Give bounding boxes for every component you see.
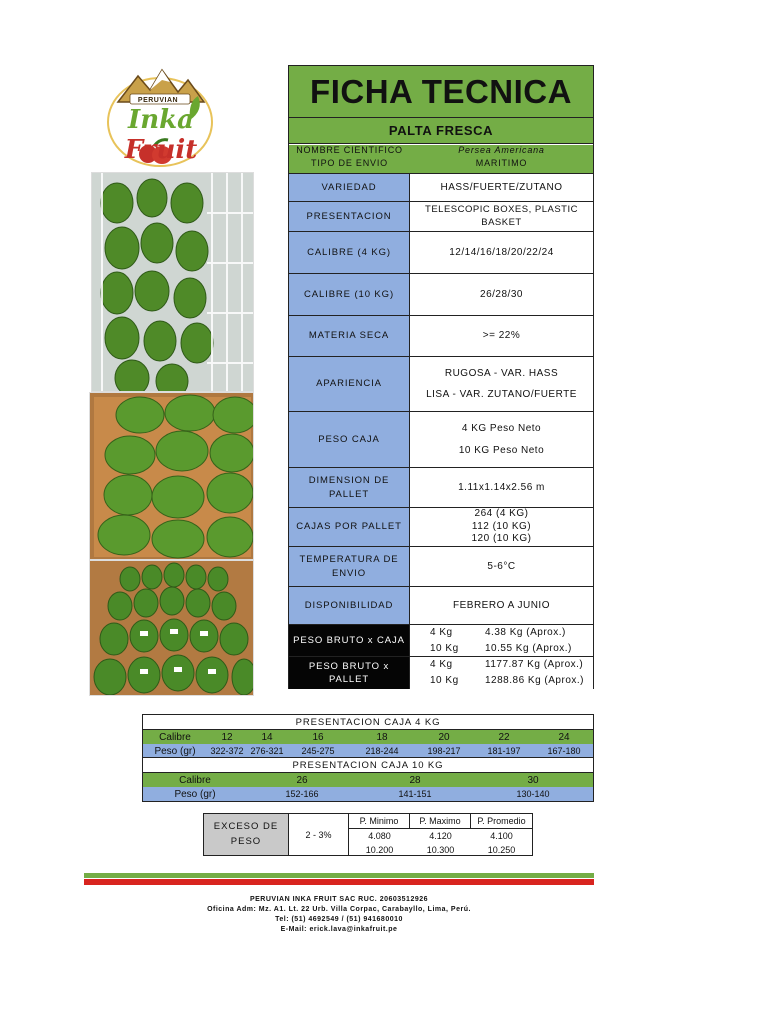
spec-value: >= 22% (410, 316, 593, 356)
spec-row-cajas-pallet (289, 507, 593, 546)
spec-label: TEMPERATURA DE ENVIO (289, 547, 410, 586)
footer-contact (84, 895, 594, 936)
spec-label: PRESENTACION (289, 202, 410, 231)
caja-10kg-calibre-row (143, 773, 593, 787)
spec-row-temperatura (289, 546, 593, 586)
avocado-box-photo (89, 392, 254, 560)
spec-label: CAJAS POR PALLET (289, 508, 410, 546)
peso-cell: 152-166 (285, 789, 319, 799)
spec-label: MATERIA SECA (289, 316, 410, 356)
spec-row-dimension-pallet (289, 467, 593, 507)
spec-row-calibre-10kg (289, 273, 593, 315)
spec-row-presentacion (289, 201, 593, 231)
peso-cell: 245-275 (301, 746, 335, 756)
calibre-cell: 24 (558, 731, 570, 743)
shipping-type-row (289, 158, 593, 173)
spec-value: 1.11x1.14x2.56 m (410, 468, 593, 507)
exceso-cell: 10.200 (365, 845, 394, 855)
exceso-label: EXCESO DE PESO (204, 814, 289, 855)
spec-label: PESO BRUTO x CAJA (289, 625, 410, 656)
weight-key: 4 Kg (430, 627, 453, 638)
exceso-cell: 4.080 (368, 831, 391, 841)
spec-value-line: 4 KG Peso Neto (461, 423, 542, 434)
product-subtitle: PALTA FRESCA (289, 118, 593, 144)
footer-company: PERUVIAN INKA FRUIT SAC RUC. 20603512926 (249, 896, 429, 903)
peso-cell: 141-151 (398, 789, 432, 799)
spec-label: DIMENSION DE PALLET (289, 468, 410, 507)
logo-brand-text (95, 105, 227, 165)
calibre-cell: 30 (527, 774, 539, 786)
exceso-cell: 10.250 (487, 845, 516, 855)
spec-value-line: 264 (4 KG) (474, 508, 529, 520)
avocado-box-image (90, 393, 254, 560)
spec-value-line: RUGOSA - VAR. HASS (444, 367, 559, 379)
exceso-grid (349, 814, 532, 855)
logo-inka-word: Inka (128, 105, 194, 135)
footer-phone: Tel: (51) 4692549 / (51) 941680010 (275, 916, 403, 924)
weight-value: 1288.86 Kg (Aprox.) (485, 675, 584, 687)
spec-label: VARIEDAD (289, 174, 410, 201)
spec-label: DISPONIBILIDAD (289, 587, 410, 624)
scientific-name-value: Persea Americana (458, 145, 545, 155)
caja-10kg-title: PRESENTACION CAJA 10 KG (143, 758, 593, 773)
avocado-basket-photo (91, 172, 254, 392)
spec-value: 26/28/30 (410, 274, 593, 315)
avocado-basket-image (92, 173, 254, 392)
peso-label: Peso (gr) (154, 745, 196, 757)
weight-key: 10 Kg (430, 642, 459, 654)
peso-cell: 276-321 (250, 746, 284, 756)
peso-cell: 130-140 (516, 789, 550, 799)
spec-value: 12/14/16/18/20/22/24 (410, 232, 593, 273)
peso-cell: 167-180 (547, 746, 581, 756)
logo-fruit-word: Fruit (124, 135, 198, 165)
spec-value (410, 412, 593, 467)
exceso-peso-table (203, 813, 533, 856)
weight-line (410, 658, 593, 672)
spec-value (410, 625, 593, 656)
weight-value: 10.55 Kg (Aprox.) (485, 642, 572, 654)
avocado-packed-photo (89, 560, 254, 696)
spec-value-line: 10 KG Peso Neto (458, 444, 545, 456)
spec-row-peso-bruto-caja (289, 624, 593, 656)
calibre-cell: 20 (438, 731, 450, 743)
spec-value (410, 657, 593, 689)
spec-label: APARIENCIA (289, 357, 410, 411)
calibre-cell: 26 (296, 774, 308, 786)
weight-line (410, 626, 593, 640)
peso-cell: 181-197 (487, 746, 521, 756)
spec-row-materia-seca (289, 315, 593, 356)
peso-cell: 322-372 (210, 746, 244, 756)
caja-10kg-peso-row (143, 787, 593, 801)
spec-row-peso-caja (289, 411, 593, 467)
footer-email[interactable]: E-Mail: erick.lava@inkafruit.pe (280, 926, 398, 934)
spec-value-line: LISA - VAR. ZUTANO/FUERTE (426, 388, 577, 400)
spec-value (410, 357, 593, 411)
spec-value: FEBRERO A JUNIO (410, 587, 593, 624)
weight-key: 4 Kg (430, 659, 453, 671)
spec-label: CALIBRE (4 KG) (289, 232, 410, 273)
avocado-packed-image (90, 561, 254, 696)
exceso-cell: 4.120 (429, 831, 452, 841)
caja-4kg-calibre-row (143, 730, 593, 744)
calibre-cell: 18 (376, 731, 388, 743)
scientific-name-row (289, 145, 593, 158)
exceso-cell: 10.300 (426, 845, 455, 855)
calibre-cell: 28 (409, 774, 421, 786)
spec-row-calibre-4kg (289, 231, 593, 273)
spec-value: TELESCOPIC BOXES, PLASTIC BASKET (410, 202, 593, 231)
calibre-cell: 22 (498, 731, 510, 743)
calibre-cell: 16 (312, 731, 324, 743)
caja-4kg-peso-row (143, 744, 593, 758)
spec-row-variedad (289, 173, 593, 201)
exceso-header: P. Maximo (410, 814, 471, 829)
calibre-cell: 12 (221, 731, 233, 743)
spec-row-peso-bruto-pallet (289, 656, 593, 689)
spec-value (410, 508, 593, 546)
footer-green-bar (84, 873, 594, 878)
weight-value: 4.38 Kg (Aprox.) (485, 627, 566, 638)
shipping-type-label: TIPO DE ENVIO (311, 158, 388, 168)
exceso-cell: 4.100 (490, 831, 513, 841)
calibre-label: Calibre (159, 731, 191, 743)
footer-address: Oficina Adm: Mz. A1. Lt. 22 Urb. Villa Corpac, Carabayllo, Lima, Perú. (207, 906, 471, 914)
exceso-percent: 2 - 3% (289, 814, 349, 855)
spec-label: CALIBRE (10 KG) (289, 274, 410, 315)
weight-value: 1177.87 Kg (Aprox.) (485, 659, 584, 671)
logo-peruvian-text: PERUVIAN (137, 97, 179, 104)
weight-line (410, 674, 593, 688)
spec-label: PESO BRUTO x PALLET (289, 657, 410, 689)
sheet-title: FICHA TECNICA (289, 66, 593, 118)
caja-10kg-table (142, 757, 594, 802)
calibre-label: Calibre (179, 774, 211, 786)
peso-label: Peso (gr) (174, 788, 216, 800)
scientific-name-label: NOMBRE CIENTIFICO (296, 145, 403, 155)
spec-value: 5-6°C (410, 547, 593, 586)
exceso-header: P. Promedio (471, 814, 532, 829)
footer-red-bar (84, 879, 594, 885)
caja-4kg-table (142, 714, 594, 759)
peso-cell: 218-244 (365, 746, 399, 756)
peso-cell: 198-217 (427, 746, 461, 756)
spec-value: HASS/FUERTE/ZUTANO (410, 174, 593, 201)
shipping-type-value: MARITIMO (475, 158, 528, 168)
caja-4kg-title: PRESENTACION CAJA 4 KG (143, 715, 593, 730)
weight-key: 10 Kg (430, 675, 459, 687)
spec-value-line: 112 (10 KG) (471, 520, 532, 532)
spec-label: PESO CAJA (289, 412, 410, 467)
exceso-header: P. Minimo (349, 814, 410, 829)
weight-line (410, 642, 593, 656)
calibre-cell: 14 (261, 731, 273, 743)
spec-value-line: 120 (10 KG) (471, 533, 532, 545)
technical-sheet-table (288, 65, 594, 689)
spec-row-disponibilidad (289, 586, 593, 624)
spec-row-apariencia (289, 356, 593, 411)
